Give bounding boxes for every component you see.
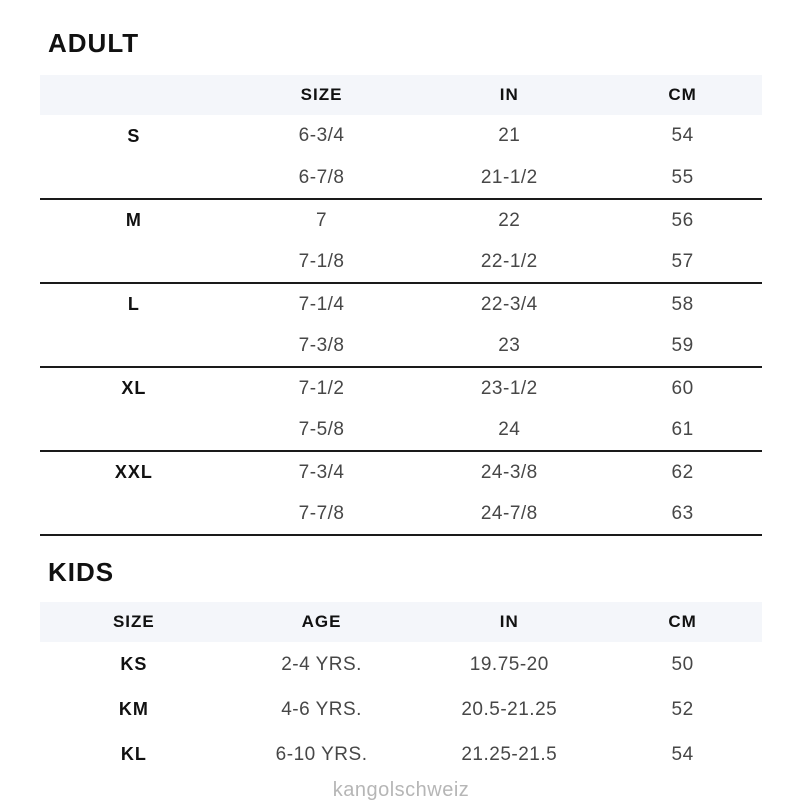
adult-header-in: IN [499, 85, 519, 104]
adult-group-m [40, 199, 762, 283]
size-cell: 7-7/8 [298, 502, 345, 524]
age-cell: 2-4 YRS. [281, 653, 362, 675]
size-cell: 6-3/4 [298, 125, 345, 146]
kids-size-table [40, 602, 762, 777]
adult-group-s [40, 115, 762, 199]
group-label-blank [40, 157, 228, 199]
table-row [40, 367, 762, 409]
adult-header-cm: CM [668, 85, 697, 104]
size-chart-page [40, 0, 762, 802]
table-row [40, 409, 762, 451]
group-label: M [125, 210, 142, 230]
table-row [40, 493, 762, 535]
group-label: L [127, 294, 140, 314]
cm-cell: 63 [671, 502, 694, 524]
kids-header-age: AGE [301, 612, 342, 631]
kids-size-label: KL [120, 744, 147, 764]
cm-cell: 60 [671, 377, 694, 399]
in-cell: 24 [498, 418, 521, 440]
group-label-blank [40, 409, 228, 451]
cm-cell: 54 [671, 743, 694, 765]
table-row [40, 642, 762, 687]
table-row [40, 241, 762, 283]
size-cell: 7-1/2 [298, 377, 345, 399]
site-watermark: kangolschweiz [332, 779, 470, 801]
kids-header-cm: CM [668, 612, 697, 631]
group-label-blank [40, 493, 228, 535]
kids-header-size: SIZE [112, 612, 155, 631]
kids-section-title: KIDS [48, 557, 115, 587]
size-cell: 7-3/8 [298, 334, 345, 356]
in-cell: 23 [498, 334, 521, 356]
in-cell: 22-3/4 [480, 293, 538, 315]
kids-header-in: IN [499, 612, 519, 631]
cm-cell: 50 [671, 653, 694, 675]
table-row [40, 115, 762, 157]
size-cell: 7-1/8 [298, 250, 345, 272]
cm-cell: 52 [671, 698, 694, 720]
adult-section-title: ADULT [48, 28, 140, 58]
in-cell: 20.5-21.25 [461, 698, 558, 720]
kids-size-label: KM [118, 699, 149, 719]
cm-cell: 56 [671, 209, 694, 231]
table-row [40, 687, 762, 732]
in-cell: 21 [498, 125, 521, 146]
in-cell: 19.75-20 [469, 653, 549, 675]
size-cell: 6-7/8 [298, 166, 345, 188]
in-cell: 23-1/2 [480, 377, 538, 399]
cm-cell: 62 [671, 461, 694, 483]
in-cell: 21-1/2 [480, 166, 538, 188]
in-cell: 21.25-21.5 [461, 743, 558, 765]
group-label-blank [40, 325, 228, 367]
cm-cell: 61 [671, 418, 694, 440]
kids-size-label: KS [120, 654, 148, 674]
group-label: S [127, 125, 141, 146]
table-row [40, 732, 762, 777]
cm-cell: 58 [671, 293, 694, 315]
size-cell: 7-3/4 [298, 461, 345, 483]
group-label-blank [40, 241, 228, 283]
table-row [40, 451, 762, 493]
table-row [40, 325, 762, 367]
cm-cell: 59 [671, 334, 694, 356]
adult-header-row [40, 75, 762, 115]
adult-group-l [40, 283, 762, 367]
adult-header-blank [40, 75, 228, 115]
in-cell: 22-1/2 [480, 250, 538, 272]
kids-header-row [40, 602, 762, 642]
table-row [40, 157, 762, 199]
in-cell: 24-3/8 [480, 461, 538, 483]
cm-cell: 55 [671, 166, 694, 188]
age-cell: 6-10 YRS. [275, 743, 368, 765]
in-cell: 22 [498, 209, 521, 231]
cm-cell: 54 [671, 125, 694, 146]
age-cell: 4-6 YRS. [281, 698, 362, 720]
cm-cell: 57 [671, 250, 694, 272]
group-label: XL [121, 378, 147, 398]
group-label: XXL [114, 462, 153, 482]
size-cell: 7-5/8 [298, 418, 345, 440]
table-row [40, 283, 762, 325]
adult-size-table [40, 75, 762, 536]
adult-group-xl [40, 367, 762, 451]
size-cell: 7 [316, 209, 328, 231]
adult-header-size: SIZE [300, 85, 343, 104]
adult-group-xxl [40, 451, 762, 535]
in-cell: 24-7/8 [480, 502, 538, 524]
size-cell: 7-1/4 [298, 293, 345, 315]
table-row [40, 199, 762, 241]
